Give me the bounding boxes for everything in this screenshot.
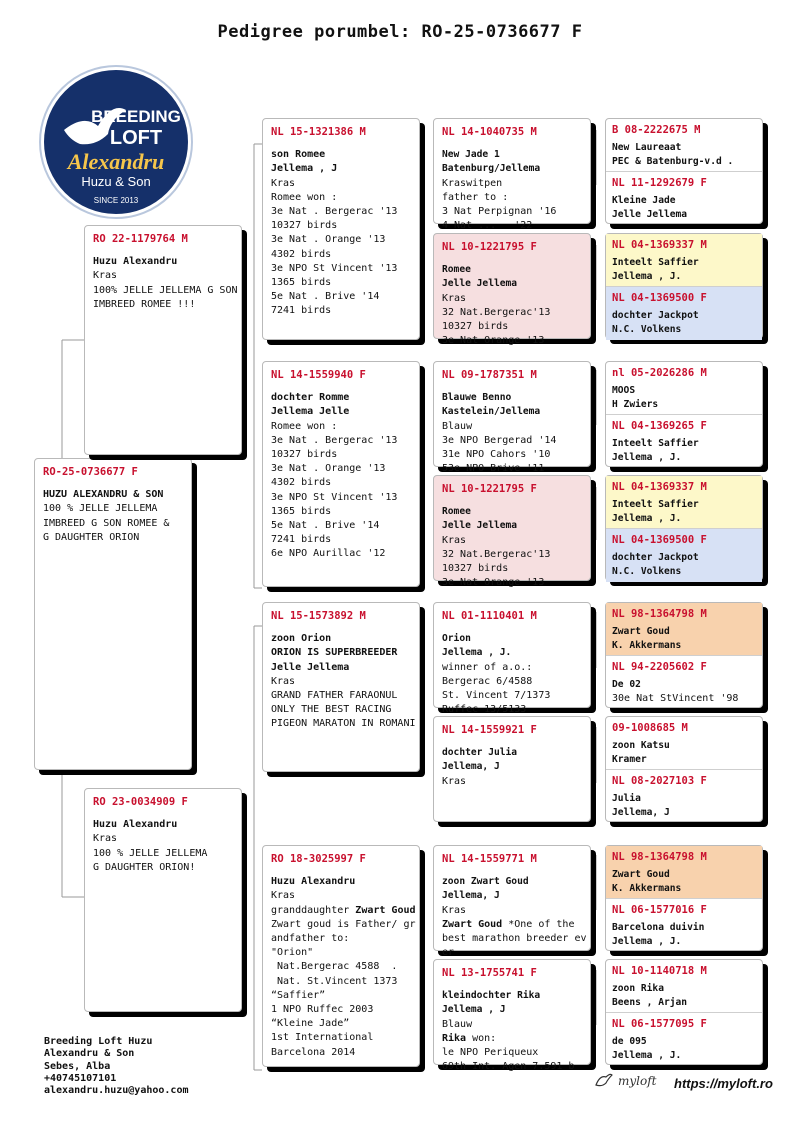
breeder-name: H Zwiers <box>612 399 659 411</box>
breeder-name: Jellema , J. <box>442 647 512 659</box>
ring-number: NL 04-1369337 M <box>612 481 707 493</box>
great-great-grandparents-card[interactable] <box>605 233 763 339</box>
ring-number: NL 04-1369337 M <box>612 239 707 251</box>
owner-contact <box>44 1036 189 1097</box>
svg-text:Alexandru: Alexandru <box>67 149 165 174</box>
breeder-name: ORION IS SUPERBREEDER <box>271 647 398 659</box>
pedigree-line: 10327 birds <box>271 220 338 232</box>
pigeon-name: Romee <box>442 264 471 276</box>
pedigree-line: 7241 birds <box>271 534 332 546</box>
sire-half[interactable] <box>606 960 762 1013</box>
pedigree-line: 7241 birds <box>271 305 332 317</box>
pigeon-name: dochter Jackpot <box>612 310 699 322</box>
ring-number: NL 09-1787351 M <box>442 369 537 381</box>
breeder-name: Kramer <box>612 754 647 766</box>
breeder-name: Jelle Jellema <box>612 209 688 221</box>
ring-number: NL 06-1577016 F <box>612 904 707 916</box>
pigeon-name: Romee <box>442 506 471 518</box>
ring-number: NL 06-1577095 F <box>612 1018 707 1030</box>
pigeon-name: dochter Jackpot <box>612 552 699 564</box>
sire-half[interactable] <box>606 234 762 287</box>
pedigree-line: 3 Nat Perpignan '16 <box>442 206 557 218</box>
pigeon-name: zoon Rika <box>612 983 664 995</box>
pigeon-name: de 095 <box>612 1036 647 1048</box>
sire-half[interactable] <box>606 119 762 172</box>
breeder-name: Jelle Jellema <box>442 278 518 290</box>
pigeon-name: Julia <box>612 793 641 805</box>
pedigree-line: Kras <box>271 890 296 902</box>
ring-number: NL 04-1369500 F <box>612 292 707 304</box>
ring-number: NL 08-2027103 F <box>612 775 707 787</box>
ring-number: NL 10-1221795 F <box>442 483 537 495</box>
breeder-name: Jellema Jelle <box>271 406 350 418</box>
pedigree-line: 31e NPO Cahors '10 <box>442 449 551 461</box>
pigeon-name: zoon Katsu <box>612 740 670 752</box>
svg-text:BREEDING: BREEDING <box>91 107 181 126</box>
pedigree-line: 3e Nat . Bergerac '13 <box>271 434 398 446</box>
dam-ring: RO 23-0034909 F <box>93 796 188 808</box>
great-grandparent-card[interactable] <box>433 361 591 475</box>
race-note: 30e Nat StVincent '98 <box>612 693 739 705</box>
ring-number: NL 14-1559940 F <box>271 369 366 381</box>
myloft-logo <box>594 1071 656 1091</box>
grandparent-card[interactable] <box>262 361 420 587</box>
breeder-name: Jellema , J. <box>612 936 682 948</box>
owner-phone: +40745107101 <box>44 1072 117 1084</box>
breeder-name: N.C. Volkens <box>612 324 682 336</box>
ring-number: NL 15-1321386 M <box>271 126 366 138</box>
pedigree-line: PIGEON MARATON IN ROMANI <box>271 718 416 730</box>
pedigree-line: 4302 birds <box>271 477 332 489</box>
great-grandparent-card[interactable] <box>433 845 591 959</box>
pedigree-line: 3e Nat . Orange '13 <box>271 463 386 475</box>
pedigree-line: Kras <box>442 904 467 916</box>
ring-number: NL 14-1040735 M <box>442 126 537 138</box>
breeder-name: Jellema , J <box>442 1004 506 1016</box>
dam-line: 100 % JELLE JELLEMA <box>93 847 208 859</box>
pedigree-line: Kras <box>442 292 467 304</box>
pedigree-line: le NPO Periqueux <box>442 1047 539 1059</box>
myloft-brand: myloft <box>618 1074 657 1088</box>
pedigree-line: Blauw <box>442 1018 473 1030</box>
breeder-name: Jellema , J. <box>612 271 682 283</box>
owner-line: Alexandru & Son <box>44 1048 135 1060</box>
breeder-name: Jellema , J <box>271 163 338 175</box>
pigeon-name: New Laureaat <box>612 142 682 154</box>
pedigree-line: Nat.Bergerac 4588 . <box>271 961 398 973</box>
pigeon-name: Barcelona duivin <box>612 922 705 934</box>
pigeon-name: Inteelt Saffier <box>612 499 699 511</box>
dam-half[interactable] <box>606 770 762 823</box>
sire-half[interactable] <box>606 846 762 899</box>
sire-half[interactable] <box>606 476 762 529</box>
pigeon-name: MOOS <box>612 385 636 397</box>
svg-text:Huzu & Son: Huzu & Son <box>81 174 151 189</box>
dam-card[interactable] <box>84 788 242 1012</box>
pedigree-line: Kras <box>271 675 296 687</box>
grandparent-card[interactable] <box>262 118 420 340</box>
dam-half[interactable] <box>606 656 762 709</box>
pedigree-line: 10327 birds <box>271 449 338 461</box>
great-grandparent-card[interactable] <box>433 118 591 232</box>
pedigree-line: "Orion" <box>271 947 314 959</box>
ring-number: NL 10-1221795 F <box>442 241 537 253</box>
sire-breeder: Huzu Alexandru <box>93 256 178 268</box>
pedigree-line: 10327 birds <box>442 563 509 575</box>
ring-number: RO 18-3025997 F <box>271 853 366 865</box>
pedigree-line: 1365 birds <box>271 505 332 517</box>
pedigree-line: Kras <box>442 534 467 546</box>
ring-number: NL 10-1140718 M <box>612 965 707 977</box>
subject-line: 100 % JELLE JELLEMA <box>43 503 158 515</box>
pigeon-name: kleindochter Rika <box>442 990 541 1002</box>
pedigree-line: 3e Nat . Orange '13 <box>271 234 386 246</box>
ring-number: NL 13-1755741 F <box>442 967 537 979</box>
dam-half[interactable] <box>606 287 762 340</box>
pedigree-line: father to : <box>442 191 509 203</box>
pedigree-line: 4302 birds <box>271 248 332 260</box>
dam-half[interactable] <box>606 415 762 468</box>
breeder-name: Jelle Jellema <box>271 661 350 673</box>
pedigree-line: 3e Nat Orange '13 <box>442 335 545 347</box>
breeder-name: K. Akkermans <box>612 883 682 895</box>
breeder-name: Jellema, J <box>442 890 500 902</box>
ring-number: NL 01-1110401 M <box>442 610 537 622</box>
great-grandparent-card[interactable] <box>433 233 591 347</box>
pedigree-line: St. Vincent 7/1373 <box>442 690 551 702</box>
subject-card[interactable] <box>34 458 192 770</box>
dam-line: G DAUGHTER ORION! <box>93 861 196 873</box>
ring-number: NL 98-1364798 M <box>612 851 707 863</box>
pedigree-line: 3e NPO St Vincent '13 <box>271 491 398 503</box>
pedigree-line: Romee won : <box>271 420 338 432</box>
dam-half[interactable] <box>606 529 762 582</box>
svg-text:LOFT: LOFT <box>109 127 163 149</box>
pedigree-line: Romee won : <box>271 191 338 203</box>
pigeon-name: zoon Orion <box>271 633 332 645</box>
breeder-name: Beens , Arjan <box>612 997 688 1009</box>
pedigree-line: 3e NPO St Vincent '13 <box>271 262 398 274</box>
pigeon-name: son Romee <box>271 149 326 161</box>
pedigree-line: “Saffier” <box>271 989 326 1001</box>
great-great-grandparents-card[interactable] <box>605 118 763 224</box>
dam-line: Kras <box>93 833 118 845</box>
subject-ring: RO-25-0736677 F <box>43 466 138 478</box>
pedigree-line: winner of a.o.: <box>442 661 533 673</box>
great-great-grandparents-card[interactable] <box>605 845 763 951</box>
breeder-name: Jellema , J. <box>612 452 682 464</box>
pigeon-icon <box>594 1071 614 1091</box>
ring-number: nl 05-2026286 M <box>612 367 707 379</box>
ring-number: NL 94-2205602 F <box>612 661 707 673</box>
page-title: Pedigree porumbel: RO-25-0736677 F <box>217 22 583 42</box>
breeder-name: Jellema, J <box>442 761 500 773</box>
subject-line: G DAUGHTER ORION <box>43 531 140 543</box>
dam-half[interactable] <box>606 1013 762 1066</box>
pedigree-line: 32 Nat.Bergerac'13 <box>442 306 551 318</box>
pedigree-line: best marathon breeder ev <box>442 933 587 945</box>
sire-half[interactable] <box>606 717 762 770</box>
website-link[interactable]: https://myloft.ro <box>674 1076 773 1091</box>
svg-text:SINCE 2013: SINCE 2013 <box>93 196 139 205</box>
subject-breeder: HUZU ALEXANDRU & SON <box>43 489 164 501</box>
breeder-name: Jellema, J <box>612 807 670 819</box>
breeder-name: Jellema , J. <box>612 513 682 525</box>
grandparent-card[interactable] <box>262 845 420 1067</box>
dam-breeder: Huzu Alexandru <box>93 819 178 831</box>
breeder-name: Jelle Jellema <box>442 520 518 532</box>
pedigree-line: Nat. St.Vincent 1373 <box>271 975 398 987</box>
pedigree-line: 5e Nat . Brive '14 <box>271 291 380 303</box>
breeding-loft-logo <box>36 62 196 222</box>
pedigree-line: 10327 birds <box>442 321 509 333</box>
pedigree-line: “Kleine Jade” <box>271 1018 350 1030</box>
great-great-grandparents-card[interactable] <box>605 475 763 581</box>
pedigree-line: Blauw <box>442 420 473 432</box>
pedigree-line: 3e Nat Orange '13 <box>442 577 545 589</box>
pedigree-line: Kras <box>442 775 467 787</box>
pigeon-name: Inteelt Saffier <box>612 257 699 269</box>
pedigree-line: Rika won: <box>442 1032 497 1044</box>
pigeon-name: Zwart Goud <box>612 626 670 638</box>
great-grandparent-card[interactable] <box>433 475 591 589</box>
ring-number: NL 04-1369500 F <box>612 534 707 546</box>
breeder-name: Jellema , J. <box>612 1050 682 1062</box>
pedigree-line: Zwart goud is Father/ gr <box>271 918 416 930</box>
dam-half[interactable] <box>606 899 762 952</box>
pigeon-name: New Jade 1 <box>442 149 500 161</box>
pedigree-line: Kras <box>271 177 296 189</box>
great-grandparent-card[interactable] <box>433 602 591 716</box>
pedigree-line: 3e NPO Bergerad '14 <box>442 434 557 446</box>
pedigree-line: 5e Nat . Brive '14 <box>271 520 380 532</box>
sire-card[interactable] <box>84 225 242 455</box>
breeder-name: K. Akkermans <box>612 640 682 652</box>
pigeon-name: Blauwe Benno <box>442 392 512 404</box>
subject-line: IMBREED G SON ROMEE & <box>43 517 170 529</box>
ring-number: NL 98-1364798 M <box>612 608 707 620</box>
pedigree-line: andfather to: <box>271 933 350 945</box>
sire-half[interactable] <box>606 603 762 656</box>
pedigree-line: Bergerac 6/4588 <box>442 675 533 687</box>
ring-number: NL 15-1573892 M <box>271 610 366 622</box>
pedigree-line: 3e Nat . Bergerac '13 <box>271 206 398 218</box>
pedigree-line: GRAND FATHER FARAONUL <box>271 690 398 702</box>
great-great-grandparents-card[interactable] <box>605 959 763 1065</box>
breeder-name: N.C. Volkens <box>612 566 682 578</box>
pedigree-line: 53e NPO Brive '11 <box>442 463 545 475</box>
great-great-grandparents-card[interactable] <box>605 602 763 708</box>
pigeon-name: Huzu Alexandru <box>271 876 356 888</box>
pedigree-line: 69th Int. Agen 7.591 b <box>442 1061 575 1073</box>
pedigree-line: 4 Nat ... '22 <box>442 220 533 232</box>
sire-line: 100% JELLE JELLEMA G SON <box>93 284 238 296</box>
grandparent-card[interactable] <box>262 602 420 772</box>
breeder-name: Kastelein/Jellema <box>442 406 541 418</box>
owner-line: Breeding Loft Huzu <box>44 1036 153 1047</box>
pedigree-line: ONLY THE BEST RACING <box>271 704 392 716</box>
great-grandparent-card[interactable] <box>433 959 591 1073</box>
great-grandparent-card[interactable] <box>433 716 591 822</box>
dam-half[interactable] <box>606 172 762 225</box>
pedigree-line: er <box>442 947 455 959</box>
pedigree-line: 1365 birds <box>271 277 332 289</box>
ring-number: NL 11-1292679 F <box>612 177 707 189</box>
pedigree-line: 32 Nat.Bergerac'13 <box>442 548 551 560</box>
ring-number: NL 14-1559921 F <box>442 724 537 736</box>
pigeon-name: De 02 <box>612 679 641 691</box>
owner-email[interactable]: alexandru.huzu@yahoo.com <box>44 1085 189 1097</box>
pigeon-name: Orion <box>442 633 471 645</box>
pedigree-line: granddaughter Zwart Goud <box>271 904 416 916</box>
sire-ring: RO 22-1179764 M <box>93 233 188 245</box>
owner-line: Sebes, Alba <box>44 1060 111 1072</box>
pedigree-line: Kraswitpen <box>442 177 503 189</box>
pigeon-name: Inteelt Saffier <box>612 438 699 450</box>
pedigree-line: 1st International <box>271 1032 374 1044</box>
great-great-grandparents-card[interactable] <box>605 361 763 467</box>
ring-number: B 08-2222675 M <box>612 124 701 136</box>
sire-line: IMBREED ROMEE !!! <box>93 298 196 310</box>
pigeon-name: Kleine Jade <box>612 195 676 207</box>
pedigree-line: Ruffec 13/5133 <box>442 704 527 716</box>
sire-half[interactable] <box>606 362 762 415</box>
pedigree-line: 1 NPO Ruffec 2003 <box>271 1004 374 1016</box>
ring-number: NL 14-1559771 M <box>442 853 537 865</box>
ring-number: NL 04-1369265 F <box>612 420 707 432</box>
pedigree-line: Zwart Goud *One of the <box>442 918 575 930</box>
great-great-grandparents-card[interactable] <box>605 716 763 822</box>
breeder-name: PEC & Batenburg-v.d . <box>612 156 734 168</box>
pigeon-name: zoon Zwart Goud <box>442 876 529 888</box>
breeder-name: Batenburg/Jellema <box>442 163 541 175</box>
ring-number: 09-1008685 M <box>612 722 688 734</box>
pigeon-name: dochter Julia <box>442 747 518 759</box>
pigeon-name: dochter Romme <box>271 392 350 404</box>
pedigree-line: Barcelona 2014 <box>271 1046 356 1058</box>
sire-line: Kras <box>93 270 118 282</box>
pigeon-name: Zwart Goud <box>612 869 670 881</box>
pedigree-line: 6e NPO Aurillac '12 <box>271 548 386 560</box>
